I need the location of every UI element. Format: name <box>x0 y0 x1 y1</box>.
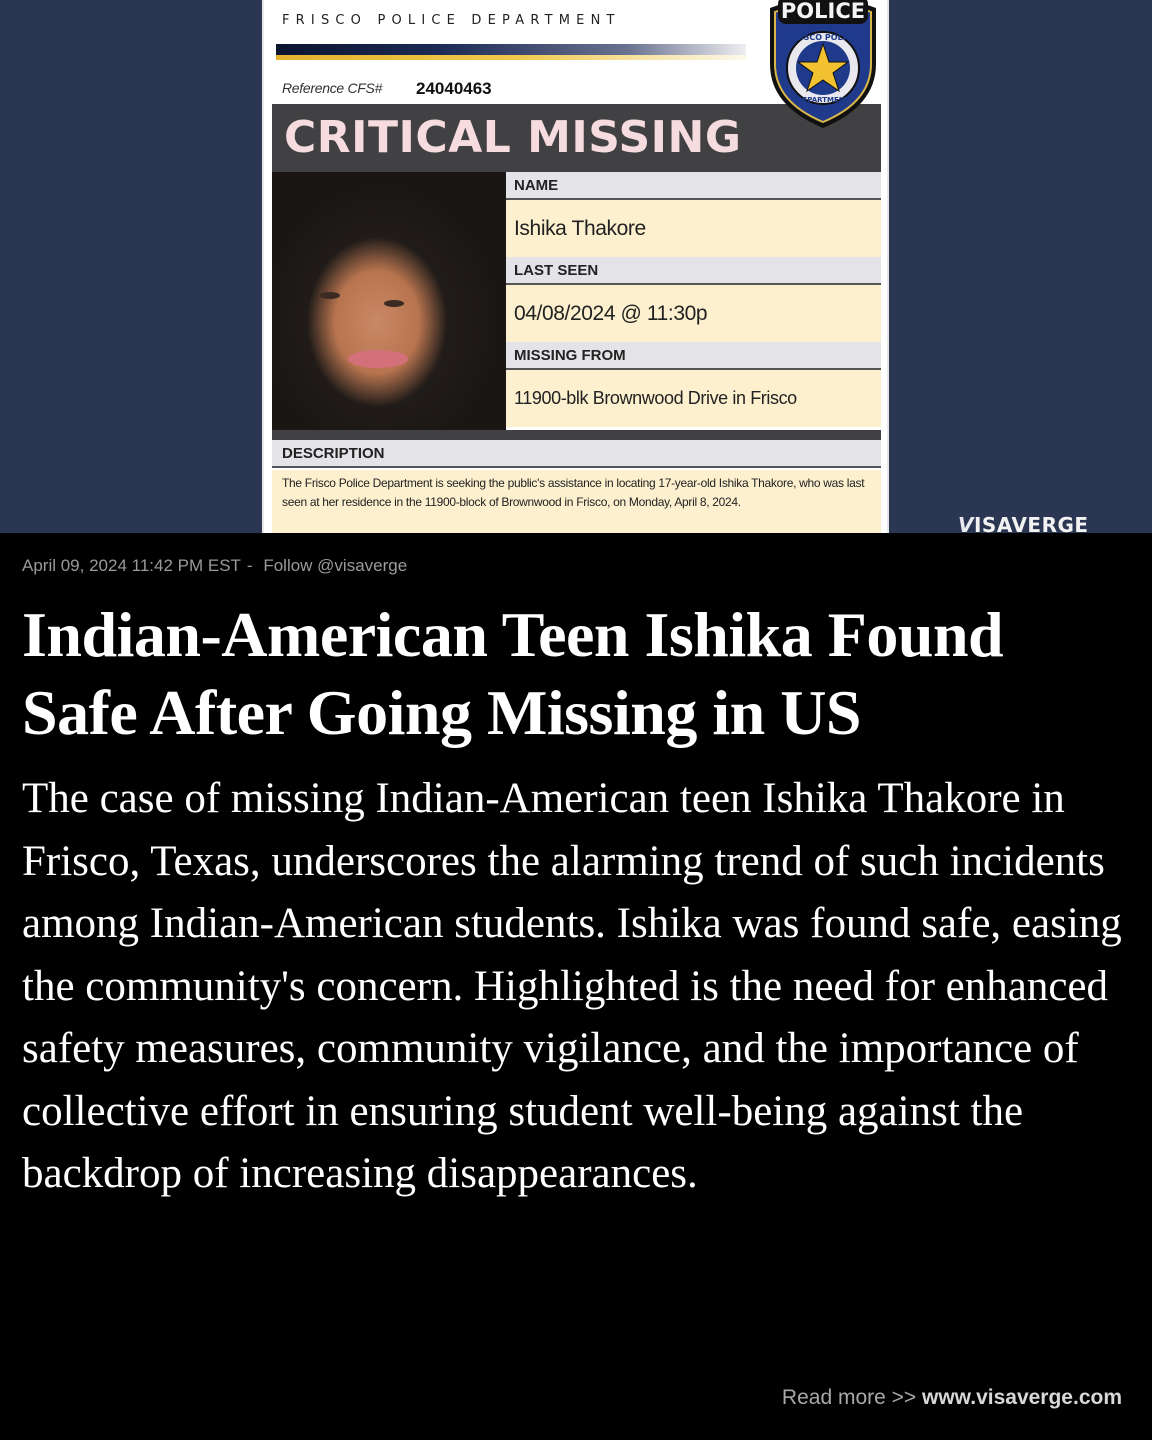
article-timestamp: April 09, 2024 11:42 PM EST <box>22 556 241 575</box>
reference-number: 24040463 <box>416 79 492 98</box>
reference-label: Reference CFS# <box>282 80 383 96</box>
field-label-missing-from: MISSING FROM <box>506 342 881 370</box>
article-headline: Indian-American Teen Ishika Found Safe After Going Missing in US <box>22 599 1004 748</box>
field-value-missing-from: 11900-blk Brownwood Drive in Frisco <box>506 370 881 427</box>
description-text: The Frisco Police Department is seeking the public's assistance in locating 17-year-old Ishika Thakore, who was last seen at her residence in the 11900-block of Brownwood in Frisco, on Monday, April 8, 2024. <box>272 470 881 533</box>
article-summary: The case of missing Indian-American teen Ishika Thakore in Frisco, Texas, underscores the alarming trend of such incidents among Indian-American students. Ishika was found safe, easing the community's concern. Highlighted is the need for enhanced safety measures, community vigilance, and the importance of collective effort in ensuring student well-being against the backdrop of increasing disappearances. <box>22 775 1122 1197</box>
read-more-url[interactable]: www.visaverge.com <box>922 1386 1122 1409</box>
visaverge-logo: VISAVERGE <box>958 513 1089 537</box>
field-label-last-seen: LAST SEEN <box>506 257 881 285</box>
police-badge-icon <box>764 0 882 130</box>
read-more-label: Read more >> <box>781 1386 917 1409</box>
field-value-last-seen: 04/08/2024 @ 11:30p <box>506 285 881 342</box>
hero-image <box>0 0 1152 537</box>
poster-fields <box>506 172 881 427</box>
meta-separator: - <box>246 556 253 575</box>
header-stripe <box>276 44 746 62</box>
field-label-name: NAME <box>506 172 881 200</box>
svg-text:POLICE: POLICE <box>780 0 866 23</box>
svg-text:DEPARTMENT: DEPARTMENT <box>796 96 850 104</box>
read-more-link[interactable] <box>782 1386 1122 1410</box>
description-label: DESCRIPTION <box>272 440 881 468</box>
missing-person-poster <box>262 0 889 533</box>
poster-divider <box>272 430 881 440</box>
missing-person-photo <box>272 172 506 430</box>
svg-text:FRISCO POLICE: FRISCO POLICE <box>789 33 857 42</box>
department-name: FRISCO POLICE DEPARTMENT <box>282 13 621 28</box>
field-value-name: Ishika Thakore <box>506 200 881 257</box>
poster-title: CRITICAL MISSING <box>284 112 742 163</box>
follow-link[interactable]: Follow @visaverge <box>263 556 408 575</box>
article-meta <box>22 556 413 576</box>
